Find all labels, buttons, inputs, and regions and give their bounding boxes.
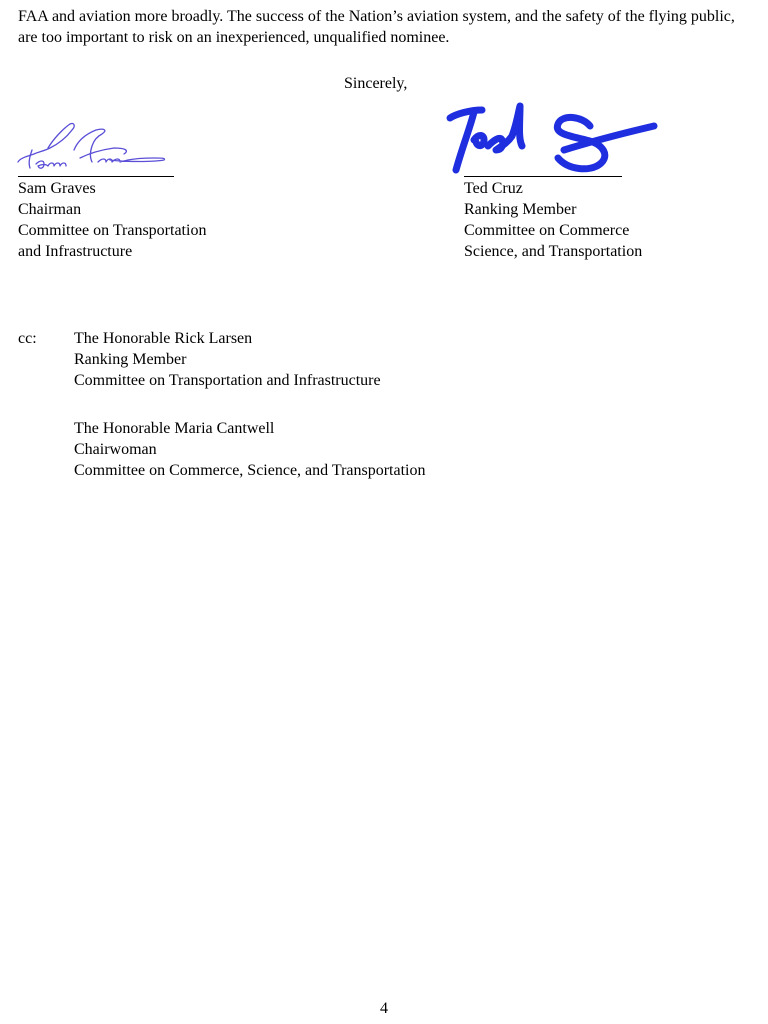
- cc-recipient-committee: Committee on Commerce, Science, and Transportation: [74, 462, 426, 479]
- signatory-name: Ted Cruz: [464, 180, 523, 197]
- signatory-committee-line1: Committee on Transportation: [18, 222, 207, 239]
- signatory-title: Ranking Member: [464, 201, 577, 218]
- cc-recipient-name: The Honorable Maria Cantwell: [74, 420, 275, 437]
- signatory-title: Chairman: [18, 201, 82, 218]
- signatory-name: Sam Graves: [18, 180, 96, 197]
- cc-recipient-name: The Honorable Rick Larsen: [74, 330, 253, 347]
- cc-recipient-title: Chairwoman: [74, 441, 157, 458]
- signature-line-left: [18, 176, 174, 177]
- closing-salutation: Sincerely,: [344, 75, 408, 92]
- cc-label: cc:: [18, 330, 37, 347]
- signature-block-right: [464, 178, 642, 262]
- cc-recipient-2: [74, 418, 426, 481]
- signature-sam-graves: [14, 118, 174, 176]
- signature-ted-cruz: [444, 96, 664, 180]
- cc-recipient-title: Ranking Member: [74, 351, 187, 368]
- signature-block-left: [18, 178, 206, 262]
- signatory-committee-line2: Science, and Transportation: [464, 243, 643, 260]
- page-number: 4: [380, 1000, 388, 1017]
- closing-paragraph: FAA and aviation more broadly. The success of the Nation’s aviation system, and the safety of the flying public, are too important to risk on an inexperienced, unqualified nominee.: [18, 8, 735, 46]
- cc-recipient-1: [74, 328, 381, 391]
- signatory-committee-line2: and Infrastructure: [18, 243, 133, 260]
- signature-line-right: [464, 176, 622, 177]
- signatory-committee-line1: Committee on Commerce: [464, 222, 630, 239]
- cc-recipient-committee: Committee on Transportation and Infrastructure: [74, 372, 381, 389]
